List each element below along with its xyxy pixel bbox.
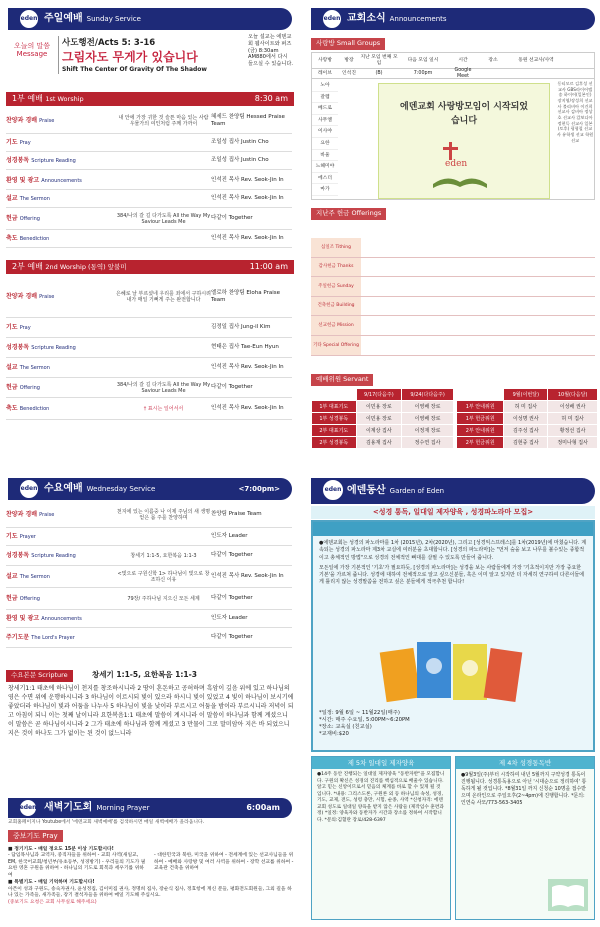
panorama-title [313,522,593,536]
item-label [6,405,116,412]
sg-name: 느헤미야 [312,161,338,173]
sunday-header [8,8,292,30]
sermon-title-en: Shift The Center Of Gravity Of The Shadow [62,65,207,73]
item-label-ko: 기도 [6,323,20,331]
item-label-ko: 축도 [6,234,20,242]
item-label-ko: 환영 및 광고 [6,176,42,184]
item-detail: 내 안에 가장 귀한 것 슬픈 마음 있는 사람 우물가의 여인처럼 주께 가까이 [118,114,209,127]
panorama-details [319,710,410,739]
item-label-en: Praise [39,117,55,124]
item-label-en: Announcements [41,615,82,622]
message-label-en: Message [16,50,48,59]
item-detail: 창세기 1:1-5, 요한복음 1:1-3 [130,552,197,559]
regular-prayer-items: - 담임목사님과 교역자, 중직자들을 위하여 - 교회 사역(새일교, EM, 한국어교회/청년부/유초등부, 성경방기) - 우리들의 기도가 필요한 영혼 구원을 위하여 - 하나님의 기도로 회복과 세우기를 위하여 [8,853,146,878]
item-label [6,384,116,391]
servant-table-left [311,388,454,449]
message-label [8,42,56,59]
offering-label: 건축헌금 Building [311,297,361,316]
item-person: 다같이 Together [211,595,253,602]
panorama-p2: 모든일에 가장 기본적인 '기초'가 필요하듯, [성경의 파노라마]는 성경을 보는 사람들에게 가장 '기초적이지만 가장 중요한 기본'을 가르쳐 줍니다. 성경에 대하여 전체적으로 알고 싶으신분들, 혹은 이미 알고 있지만 더 자세히 연구하여 다른이들에게 틀리지 않는 성경말씀을 전하고 싶은 분들에게 적극추천 합니다! [319,564,585,586]
serv-header-cell [312,389,357,401]
serv-cell: 이성명 권사 [504,413,548,425]
serv-cell: 허 미 집사 [548,413,598,425]
discipleship-title: 제 5차 일대일 제자양육 [312,757,450,769]
eden-logo-icon: eden [18,8,40,30]
offering-label: 십일조 Tithing [311,238,361,257]
item-label-ko: 기도 [6,532,20,540]
offering-row [311,258,595,278]
wednesday-title: 수요예배 [44,483,83,494]
item-label-en: Offering [19,215,40,222]
news-title: 교회소식 [347,13,386,24]
offering-row [311,316,595,336]
item-label-ko: 환영 및 광고 [6,614,42,622]
item-label-ko: 헌금 [6,594,20,602]
sg-first-cell: 7:00pm [413,70,433,76]
item-label-en: Pray [19,139,31,146]
panorama-p1: ●에덴교회는 성경의 파노라마를 1차 (2015년), 2차(2020년), 그리고 [성경익스프레스]를 1차(2019년)에 마쳤습니다. 계속되는 성경의 파노라마 제3차 교실에 여러분을 초대합니다. [성경의 파노라마]는 "먼저 숲을 보고 나무를 볼수있는 종합적이고 총체적인 방법"으로 성경의 전체적인 뼈대를 살필 수 있도록 만들어 줍니다. [319,540,587,561]
sg-header-cell: 방장 [344,57,354,63]
missionaries: 동티모르 김후성 선교사 GBS라이어앨송 하이어(일본인) 장지영/장성희 선교사 볼리비아 이건희 선교사 감비아 정상호 선교사 캄보디아 정현득 선교사 일본(토후) 평형철 선교사 유학생 선교 학원선교 [556,81,594,143]
sermon-block [62,38,240,73]
serv-cell: 1부 대표기도 [312,401,357,413]
dawn-time: 6:00am [246,803,280,813]
small-groups-tag: 사랑방 Small Groups [311,38,385,50]
item-person: 인석진 목사 Rev. Seok-Jin In [211,235,284,242]
worship1-time: 8:30 am [254,94,288,104]
serv-cell: 이민용 장로 [356,401,402,413]
worship2-row [6,318,292,338]
sg-name: 요한 [312,138,338,150]
servant-tag: 예배위원 Servant [311,374,373,386]
garden-header [311,478,595,504]
item-label-ko: 성경봉독 [6,343,32,351]
worship1-row [6,230,292,248]
offering-label: 주일헌금 Sunday [311,277,361,296]
offering-label: 감사헌금 Thanks [311,258,361,277]
item-person: 다같이 Together [211,384,253,391]
item-label-ko: 설교 [6,363,20,371]
serv-header-cell: 9/24(다다음주) [402,389,454,401]
sg-header-cell: 지난 모임 번째 모임 [360,54,398,66]
worship1-bar [6,92,294,106]
offering-label: 기타 Special Offering [311,336,361,355]
sg-name: 베드로 [312,103,338,115]
notice-text: 에덴교회 사랑방모임이 시작되었습니다 [400,102,528,127]
notice-card [378,83,550,199]
sg-first-cell: 인석진 [342,70,356,76]
detail-line: *시간: 매주 수요일, 5:00PM~6:20PM [319,717,410,724]
sg-first-cell: Google Meet [454,67,472,79]
worship1-row [6,134,292,152]
prayer-footer: (중보기도 요청은 교회 사무실로 해주세요) [8,899,97,905]
serv-cell: 김현중 집사 [504,437,548,449]
offerings-tag: 지난주 헌금 Offerings [311,208,386,220]
serv-cell: 이계상 집사 [356,425,402,437]
item-label [6,177,116,184]
sg-first-cell: (B) [375,70,383,76]
item-label-en: Scripture Reading [31,552,76,559]
item-person: 현태은 집사 Tae-Eun Hyun [211,344,279,351]
serv-row [457,437,598,449]
item-person: 혜세드 찬양팀 Hessed Praise Team [211,113,285,127]
special-prayer-text: 아픈이 성과 구원도, 송숙자권사, 윤성정집, 김이미집 권사, 정명희 집사, 장순식 집사, 정효항에 계신 분들, 평화전도회원들, 그외 길을 하나 있는 가족들, 새가족들, 장기 결석자들을 위하여 매일 기도해 주십시요. [8,886,292,899]
pray-tag: 중보기도 Pray [8,830,63,842]
item-label-en: Praise [39,511,55,518]
serv-cell: 이영배 장로 [402,401,454,413]
eden-logo-icon: eden [18,798,38,818]
item-label-en: Benediction [19,235,50,242]
item-label-ko: 성경봉독 [6,156,32,164]
item-label-ko: 찬양과 경배 [6,292,40,300]
item-label-en: Benediction [19,405,50,412]
worship1-row [6,208,292,230]
dawn-header [8,798,292,818]
serv-cell: 김주성 집사 [504,425,548,437]
sg-name: 바울 [312,150,338,162]
eden-logo-icon: eden [18,478,40,500]
sg-name: 에스더 [312,173,338,185]
worship2-row [6,378,292,398]
item-label [6,293,116,300]
offerings-table [311,238,595,348]
serv-header-cell: 10월(다음달) [548,389,598,401]
panorama-card [311,520,595,752]
bible-reading-text: ●9월3일(주)부터 시작하여 내년 5월까지 구약성경 통독이 진행됩니다. 성경통독용으로 아닌 '시대순으로 정리하여' 통독하게 될 것입니다. *8월31일 까지 신청순 10명을 접수받으며 온라인으로 주일오후(2~4pm)에 진행합니다. *문의: 인연숙 사모/773-563-3405 [461,772,587,807]
serv-cell: 1부 헌금위원 [457,413,504,425]
sg-header-cell: 다음 모임 일시 [407,57,439,63]
item-label [6,344,116,351]
item-detail: <빛으로 구원신학 1> 하나님이 빛으로 창조하신 이유 [117,570,210,583]
item-label [6,615,116,622]
item-label [6,595,116,602]
serv-row [312,425,454,437]
item-label-en: Scripture Reading [31,344,76,351]
item-person: 인석진 목사 Rev. Seok-Jin In [211,364,284,371]
item-person: 김정일 집사 Jung-il Kim [211,324,271,331]
worship2-row [6,276,292,318]
item-detail: † 표시는 일어서서 [143,405,184,412]
item-label-ko: 찬양과 경배 [6,510,40,518]
item-label [6,139,116,146]
item-label-ko: 헌금 [6,214,20,222]
garden-subtitle: <성경 통독, 일대일 제자양육 , 성경파노라마 모집> [311,506,595,519]
item-label-en: The Lord's Prayer [31,634,75,641]
worship2-en: 2nd Worship (통역) 앞불미 [45,263,127,272]
news-title-en: Announcements [389,14,447,23]
verse-ref: 사도행전/Acts 5: 3-16 [62,38,156,48]
serv-cell: 2부 안내위원 [457,425,504,437]
item-label [6,235,116,242]
serv-row [312,437,454,449]
worship2-name: 2부 예배 [12,262,43,272]
item-label [6,573,116,580]
sg-header-cell: 장소 [488,57,498,63]
item-detail: 79장/ 주하나님 지으신 모든 세계 [127,595,200,602]
item-label [6,157,116,164]
wednesday-row [6,566,292,588]
serv-cell: 이민용 장로 [356,413,402,425]
serv-cell: 1부 성경봉독 [312,413,357,425]
small-groups-table [311,52,595,200]
item-detail: 은혜로 날 부르셨네 우리를 죄에서 구하시려 내가 매일 기뻐게 주는 완전합니다 [116,290,211,303]
item-detail: 천지에 있는 이름중 나 이제 주님의 새 생명 얻은 몸 주를 찬양하며 [116,508,211,521]
special-prayer-title: ■ 특별기도 - 매일 기억하며 기도합시다! [8,880,95,886]
item-person: 다같이 Together [211,215,253,222]
item-label-en: Scripture Reading [31,157,76,164]
item-person: 인도자 Leader [211,615,248,622]
sg-first-cell: 레이브 [318,70,332,76]
serv-row [457,425,598,437]
pray-block [8,847,294,906]
offering-row [311,336,595,356]
serv-cell: 2부 성경봉독 [312,437,357,449]
svg-text:eden: eden [445,159,468,169]
serv-header-cell [457,389,504,401]
item-person: 다같이 Together [211,634,253,641]
offering-row [311,238,595,258]
item-label-ko: 축도 [6,404,20,412]
item-detail: 384/나의 갈 길 다가도록 All the Way My Saviour Leads Me [116,381,211,394]
item-label [6,533,116,540]
item-label-en: Pray [19,324,31,331]
bible-reading-title: 제 4차 성경통독반 [456,757,594,769]
serv-cell: 김용재 집사 [356,437,402,449]
wednesday-header [8,478,292,500]
dawn-note: 교회홈페이지나 Youtube에서 '에덴교회 새벽예배'를 검색하시면 매일 새벽예배가 올라옵니다. [8,820,205,825]
worship1-name: 1부 예배 [12,94,43,104]
item-label-en: The Sermon [19,573,50,580]
sg-name: 이사야 [312,126,338,138]
item-label [6,634,116,641]
item-person: 엘로하 찬양팀 Eloha Praise Team [211,289,280,303]
worship1-row [6,108,292,134]
wednesday-row [6,528,292,546]
worship2-time: 11:00 am [249,262,288,272]
item-label-en: Offering [19,595,40,602]
serv-cell: 정미나형 집사 [548,437,598,449]
discipleship-card [311,756,451,920]
item-label-en: Announcements [41,177,82,184]
scripture-tag: 수요본문 Scripture [6,670,73,682]
bible-reading-card [455,756,595,920]
offering-row [311,277,595,297]
serv-row [312,401,454,413]
sunday-title-en: Sunday Service [86,14,141,23]
item-person: 다같이 Together [211,552,253,559]
item-label-en: The Sermon [19,195,50,202]
scripture-text: 창세기1:1 태초에 하나님이 천지를 창조하시니라 2 땅이 혼돈하고 공허하며 흑암이 깊음 위에 있고 하나님의 영은 수면 위에 운행하시니라 3 하나님이 이르시되 빛이 있으라 하시니 빛이 있었고 4 빛이 하나님이 보시기에 좋았더라 하나님이 빛과 어둠을 나누사 5 하나님이 빛을 낮이라 부르시고 어둠을 밤이라 부르시니라 저녁이 되고 아침이 되니 이는 첫째 날이니라 요한복음1:1 태초에 말씀이 계시니라 이 말씀이 하나님과 함께 계셨으니 이 말씀은 곧 하나님이시니라 2 그가 태초에 하나님과 함께 계셨고 3 만물이 그로 말미암아 지은 바 되었으니 지은 것이 하나도 그가 없이는 된 것이 없느니라 [8,685,294,737]
serv-cell: 황정선 집사 [548,425,598,437]
detail-line: *교재비:$20 [319,731,349,738]
sg-name: 노아 [312,80,338,92]
offering-label: 선교헌금 Mission [311,316,361,335]
serv-cell: 이성배 권사 [548,401,598,413]
item-label-ko: 헌금 [6,383,20,391]
item-label-ko: 설교 [6,572,20,580]
sg-header-cell: 시간 [458,57,468,63]
item-label-en: Offering [19,384,40,391]
sg-name: 마가 [312,184,338,196]
sg-name: 갈렙 [312,92,338,104]
wednesday-row [6,546,292,566]
bible-cross-icon [425,140,495,190]
serv-row [312,413,454,425]
item-label-en: Prayer [19,533,36,540]
regular-prayer-items2: - 대한민국과 북한, 미국을 위하여 - 전세계에 있는 선교사님들을 위하여 - 예배와 사랑방 및 여러 사역을 위하여 - 장학 선교를 위하여 - 교육관 건축을 위하여 [154,853,294,872]
sg-header-cell: 동원 선교사/사역 [518,57,554,63]
serv-cell: 이정재 장로 [402,425,454,437]
message-label-ko: 오늘의 말씀 [13,42,51,50]
item-person: 찬양팀 Praise Team [211,511,262,518]
detail-line: *일정: 9월 6일 ~ 11월22일(매주) [319,710,400,716]
item-label [6,215,116,222]
serv-cell: 2부 대표기도 [312,425,357,437]
item-person: 조일성 집사 Justin Cho [211,157,269,164]
wednesday-title-en: Wednesday Service [86,484,156,493]
regular-prayer-title: ■ 정기기도 - 매일 정오도 15분 이상 기도합시다! [8,847,114,852]
sunday-title: 주일예배 [44,13,83,24]
serv-cell: 2부 헌금위원 [457,437,504,449]
serv-cell: 이영배 장로 [402,413,454,425]
serv-row [457,413,598,425]
open-bible-icon [546,877,590,913]
wednesday-row [6,628,292,648]
item-detail: 384/나의 갈 길 다가도록 All the Way My Saviour Leads Me [116,212,211,225]
item-label [6,117,116,124]
worship2-row [6,338,292,358]
serv-row [457,401,598,413]
garden-title: 에덴동산 [347,485,386,496]
worship1-row [6,172,292,190]
wednesday-time: <7:00pm> [238,484,280,493]
wednesday-row [6,610,292,628]
worship2-row [6,398,292,420]
worship2-row [6,358,292,378]
side-note: 오늘 설교는 에덴교회 웹사이트와 퍼즈(금) 8:30am AM880에서 다시 들으실 수 있습니다. [248,34,294,67]
dawn-title: 새벽기도회 [44,802,93,813]
item-label-ko: 기도 [6,138,20,146]
wednesday-row [6,588,292,610]
item-label-ko: 주기도문 [6,633,32,641]
item-label-ko: 설교 [6,194,20,202]
item-label [6,364,116,371]
item-label-ko: 찬양과 경배 [6,116,40,124]
item-person: 인석진 목사 Rev. Seok-Jin In [211,195,284,202]
books-illustration-icon [377,632,527,704]
news-header [311,8,595,30]
servant-table-right [456,388,598,449]
sermon-title: 그림자도 무게가 있습니다 [62,50,198,65]
sg-header-cell: 사랑방 [318,57,332,63]
worship1-row [6,190,292,208]
worship2-bar [6,260,294,274]
worship1-row [6,152,292,170]
wednesday-row [6,502,292,528]
item-person: 인도자 Leader [211,533,248,540]
serv-cell: 1부 안내위원 [457,401,504,413]
item-person: 인석진 목사 Rev. Seok-Jin In [211,177,284,184]
offering-row [311,297,595,317]
serv-cell: 허 미 집사 [504,401,548,413]
eden-logo-icon: eden [321,478,345,502]
item-person: 인석진 목사 Rev. Seok-Jin In [211,405,284,412]
discipleship-text: ●14주 동안 진행되는 일대일 제자양육 "동반자반"을 모집합니다. 구원의 확신은 성경의 진리를 핵심적으로 배울수 있습니다. 알고 믿는 신앙이므로서 믿음의 체계를 바로 할 수 있게 될 것입니다. *내용: 그리스도론, 구원론 외 등 하나님의 속성, 성경, 기도, 교제, 전도, 성령 충만, 시험, 순종, 사역 *신청자격: 에덴교회 성도로 일대일 양육을 받지 않은 사람들 (제작임수 훈련과정) *일정: 양육자와 동반자가 시간과 장소를 정하여 시작합니다. *문의:김혈란 장로/428-6397 [317,772,445,824]
dawn-title-en: Morning Prayer [96,803,150,812]
sg-name: 사무엘 [312,115,338,127]
item-label [6,511,116,518]
worship1-en: 1st Worship [45,95,84,104]
item-label [6,324,116,331]
item-label-ko: 성경봉독 [6,551,32,559]
item-person: 인석진 목사 Rev. Seok-Jin In [211,573,284,580]
serv-header-cell: 9/17(다음주) [356,389,402,401]
item-label [6,195,116,202]
item-label [6,552,116,559]
detail-line: *장소: 교육실 (친교실) [319,724,372,731]
serv-header-cell: 9월(이번달) [504,389,548,401]
serv-cell: 정수연 집사 [402,437,454,449]
scripture-ref: 창세기 1:1-5, 요한복음 1:1-3 [92,670,197,679]
item-label-en: The Sermon [19,364,50,371]
eden-logo-icon: eden [321,8,343,30]
item-label-en: Praise [39,293,55,300]
garden-title-en: Garden of Eden [389,486,445,495]
item-person: 조일성 집사 Justin Cho [211,139,269,146]
